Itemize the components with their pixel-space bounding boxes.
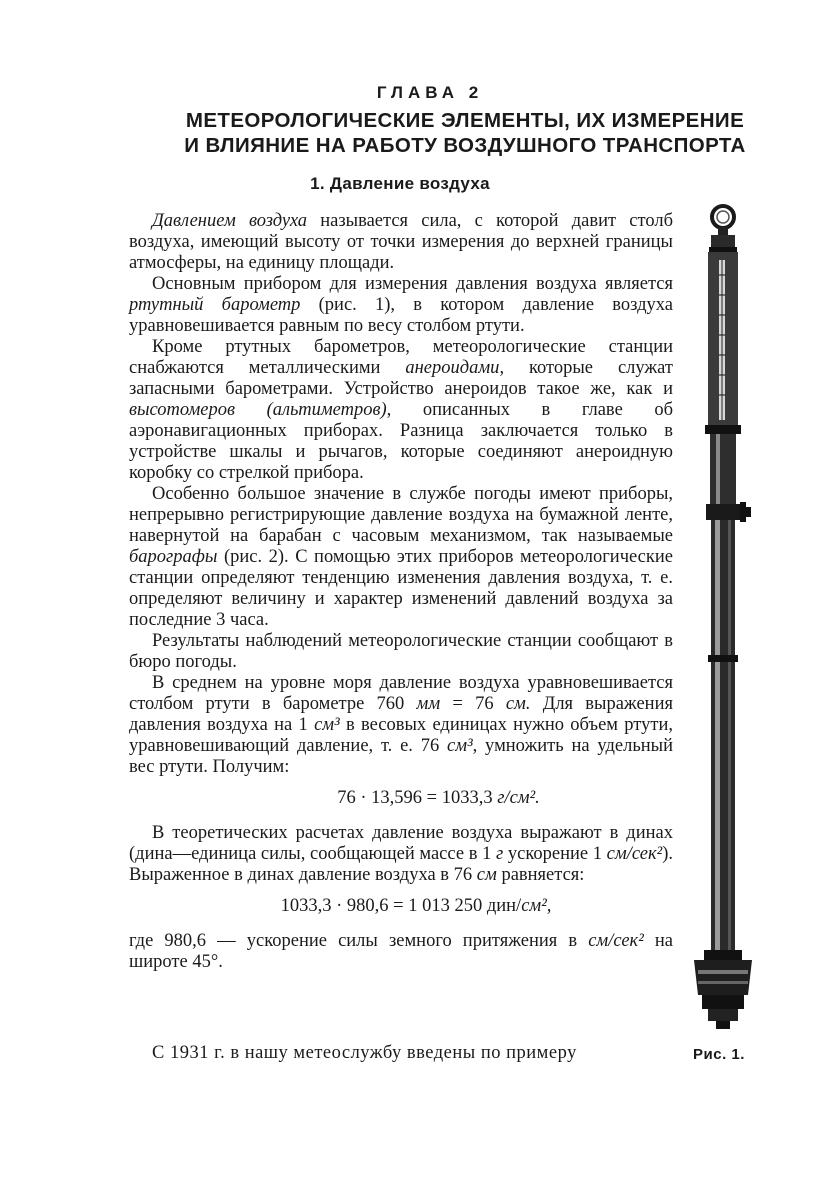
barometer-knob [740,502,746,522]
text-span: В теоретических расчетах давление воздуха выражают в динах (дина—единица силы, сообщающей массе в 1 [129,823,673,864]
barometer-clamp [706,504,740,520]
paragraph-barographs [129,484,673,631]
shape [704,950,742,960]
formula-expression: 1033,3 · 980,6 = 1 013 250 дин/ [280,896,522,916]
text-span: , описанных в главе об аэронавигационных приборах. Разница заключается только в устройстве шкалы и рычагов, которые соединяют анероидную коробку со стрелкой прибора. [129,400,673,483]
barometer-cap [711,235,735,249]
shape [705,425,741,434]
paragraph-where [129,931,673,973]
shape [698,970,748,974]
text-span: , умножить на удельный вес ртути. Получим: [129,736,674,777]
formula-dynes [129,896,673,917]
shape [715,520,720,950]
unit: см [476,865,497,885]
term-mercury-barometer: ртутный барометр [129,295,301,315]
text-span: Основным прибором для измерения давления воздуха является [152,274,673,294]
last-line: С 1931 г. в нашу метеослужбу введены по примеру [152,1043,577,1063]
paragraph-sea-level [129,673,673,778]
paragraph-barometer [129,274,673,337]
unit: см², [521,896,552,916]
shape [708,1009,738,1021]
unit: см. [505,694,531,714]
figure-caption: Рис. 1. [693,1046,745,1063]
text-span: равняется: [496,865,585,885]
term-altimeters: высотомеров (альтиметров) [129,400,387,420]
barometer-tube [711,520,735,950]
unit: см/сек² [606,844,663,864]
text-span: Для выражения давления воздуха на 1 [129,694,673,735]
text-span: = 76 [440,694,506,714]
shape [716,434,720,504]
text-span: называется сила, с которой давит столб воздуха, имеющий высоту от точки измерения до верхней границы атмосферы, на единицу площади. [129,211,674,273]
shape [718,227,728,235]
term-barographs: барографы [129,547,218,567]
text-span: ускорение 1 [503,844,607,864]
text-span: Кроме ртутных барометров, метеорологические станции снабжаются металлическими [129,337,673,378]
term-air-pressure: Давлением воздуха [152,211,308,231]
paragraph-results: Результаты наблюдений метеорологические станции сообщают в бюро погоды. [129,631,673,672]
body-text [129,211,673,973]
unit: см³ [314,715,340,735]
shape [708,655,738,662]
text-span: на широте 45°. [129,931,673,972]
unit: см/сек² [588,931,644,951]
shape [746,507,751,517]
section-title: 1. Давление воздуха [310,174,490,193]
barometer-cistern [694,960,752,995]
shape [716,1021,730,1029]
shape [698,981,748,984]
shape [717,211,729,223]
formula-weight [129,788,673,809]
text-span: (рис. 2). С помощью этих приборов метеорологические станции определяют тенденцию изменения давления воздуха, т. е. определяют величину и характер изменений давлений воздуха за последние 3 часа. [129,547,673,630]
formula-expression: 76 · 13,596 = 1033,3 [337,788,498,808]
mercury-barometer-icon [686,195,766,1035]
barometer-ring [712,206,734,228]
shape [702,995,744,1009]
paragraph-definition [129,211,673,274]
paragraph-aneroids [129,337,673,484]
chapter-title-line-1: МЕТЕОРОЛОГИЧЕСКИЕ ЭЛЕМЕНТЫ, ИХ ИЗМЕРЕНИЕ [185,109,745,132]
text-span: , которые служат запасными барометрами. Устройство анероидов такое же, как и [129,358,673,399]
text-span: (рис. 1), в котором давление воздуха уравновешивается равным по весу столбом ртути. [129,295,673,336]
paragraph-dynes [129,823,673,886]
shape [728,520,731,950]
term-aneroids: анероидами [405,358,500,378]
text-span: В среднем на уровне моря давление воздуха уравновешивается столбом ртути в барометре 760 [129,673,673,714]
unit: г [496,844,504,864]
text-span: Особенно большое значение в службе погоды имеют приборы, непрерывно регистрирующие давление воздуха на бумажной ленте, навернутой на барабан с часовым механизмом, так называемые [129,484,673,546]
shape [709,247,737,252]
chapter-label: ГЛАВА 2 [376,83,484,102]
text-span: где 980,6 — ускорение силы земного притяжения в [129,931,589,951]
unit: мм [416,694,441,714]
shape [710,434,736,504]
unit: см³ [447,736,473,756]
chapter-title [100,108,830,158]
text-span: ). Выраженное в динах давление воздуха в 76 [129,844,674,885]
unit: г/см². [497,788,540,808]
text-span: в весовых единицах нужно объем ртути, уравновешивающий давление, т. е. 76 [129,715,673,756]
chapter-title-line-2: И ВЛИЯНИЕ НА РАБОТУ ВОЗДУШНОГО ТРАНСПОРТА [184,134,746,157]
